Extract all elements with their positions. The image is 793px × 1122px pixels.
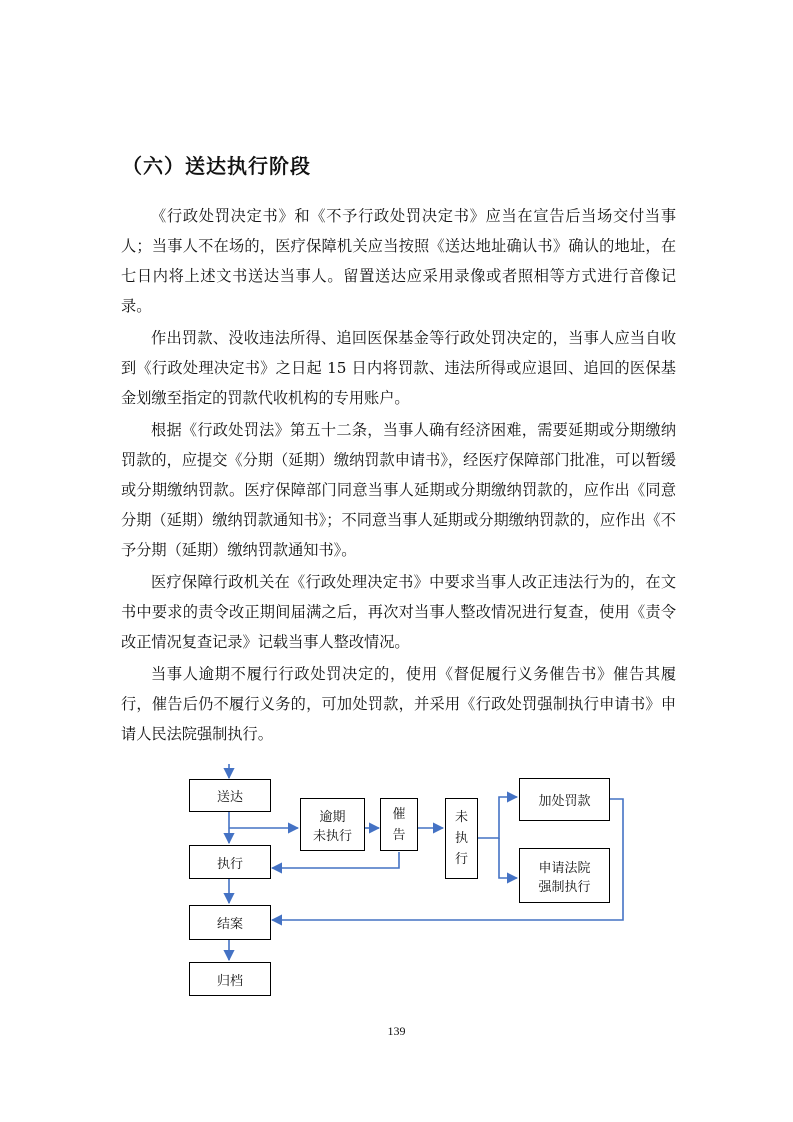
node-not-executed-char1: 未 (454, 810, 468, 825)
node-execute-label: 执行 (216, 856, 243, 872)
node-deliver (189, 779, 271, 812)
arrow-to-court (499, 838, 517, 878)
node-not-executed (445, 798, 478, 879)
node-deliver-label: 送达 (216, 790, 243, 805)
arrow-urge-back-to-execute (272, 852, 399, 868)
node-urge-char1: 催 (392, 806, 406, 822)
node-overdue (300, 798, 365, 851)
node-archive-label: 归档 (216, 973, 243, 989)
node-overdue-line2: 未执行 (312, 828, 352, 844)
node-execute (189, 845, 271, 879)
node-extra-fine (519, 778, 610, 821)
node-archive (189, 962, 271, 996)
node-extra-fine-label: 加处罚款 (538, 794, 591, 809)
paragraph-delivery: 《行政处罚决定书》和《不予行政处罚决定书》应当在宣告后当场交付当事人；当事人不在场的，医疗保障机关应当按照《送达地址确认书》确认的地址，在七日内将上述文书送达当事人。留置送达应采用录像或者照相等方式进行音像记录。 (121, 207, 676, 315)
section-heading: （六）送达执行阶段 (122, 154, 311, 178)
node-court-line2: 强制执行 (538, 879, 591, 895)
node-overdue-line1: 逾期 (319, 809, 346, 825)
paragraph-enforcement: 当事人逾期不履行行政处罚决定的，使用《督促履行义务催告书》催告其履行，催告后仍不履行义务的，可加处罚款，并采用《行政处罚强制执行申请书》申请人民法院强制执行。 (121, 665, 676, 743)
node-close-case-label: 结案 (216, 917, 243, 932)
node-urge-char2: 告 (392, 827, 406, 843)
paragraph-payment: 作出罚款、没收违法所得、追回医保基金等行政处罚决定的，当事人应当自收到《行政处理决定书》之日起 15 日内将罚款、违法所得或应退回、追回的医保基金划缴至指定的罚款代收机构的专用账户。 (121, 329, 676, 407)
node-not-executed-char2: 执 (454, 831, 468, 846)
node-close-case (189, 905, 271, 940)
page-number: 139 (387, 1024, 406, 1038)
node-urge (380, 798, 418, 851)
node-court-enforcement (519, 848, 610, 903)
paragraph-rectification: 医疗保障行政机关在《行政处理决定书》中要求当事人改正违法行为的，在文书中要求的责令改正期间届满之后，再次对当事人整改情况进行复查，使用《责令改正情况复查记录》记载当事人整改情况。 (121, 573, 676, 651)
arrow-to-extra-fine (478, 797, 517, 838)
node-court-line1: 申请法院 (538, 860, 591, 876)
node-not-executed-char3: 行 (454, 852, 468, 867)
paragraph-installment: 根据《行政处罚法》第五十二条，当事人确有经济困难，需要延期或分期缴纳罚款的，应提交《分期（延期）缴纳罚款申请书》，经医疗保障部门批准，可以暂缓或分期缴纳罚款。医疗保障部门同意当事人延期或分期缴纳罚款的，应作出《同意分期（延期）缴纳罚款通知书》；不同意当事人延期或分期缴纳罚款的，应作出《不予分期（延期）缴纳罚款通知书》。 (121, 421, 676, 559)
